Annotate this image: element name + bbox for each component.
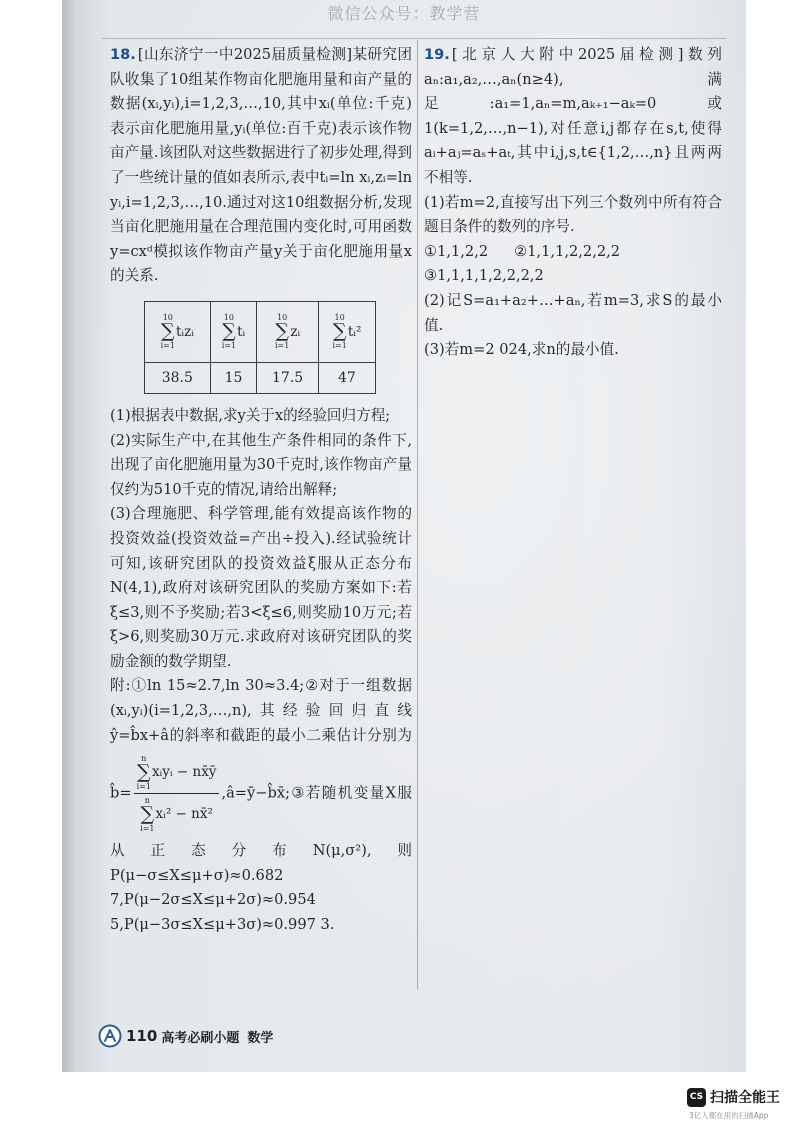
- book-title: 高考必刷小题: [161, 1030, 240, 1046]
- sum-upper-limit: 10: [334, 313, 345, 323]
- table-header-sum-t: [210, 301, 257, 362]
- sum-lower-limit: i=1: [332, 341, 347, 351]
- option-2: ②1,1,1,2,2,2,2: [514, 242, 621, 260]
- book-mascot-icon: [98, 1024, 122, 1048]
- sigma-glyph: ∑: [222, 320, 236, 343]
- sum-upper-limit: n: [144, 796, 150, 806]
- sum-upper-limit: n: [141, 754, 147, 764]
- camscanner-brand-row: [687, 1087, 793, 1107]
- option-1: ①1,1,2,2: [424, 242, 489, 260]
- appendix-text-after-fraction: ,â=ȳ−b̂x̄;③若随机变量X服从正态分布N(μ,σ²),则P(μ−σ≤X≤μ+σ)≈0.682 7,P(μ−2σ≤X≤μ+2σ)≈0.954 5,P(μ−3σ≤X≤μ+3σ)≈0.997 3.: [110, 784, 412, 934]
- table-value-row: [145, 362, 376, 393]
- scanned-page: [62, 0, 746, 1072]
- sigma-glyph: ∑: [140, 803, 155, 826]
- appendix-text-before-fraction: 附:①ln 15≈2.7,ln 30≈3.4;②对于一组数据(xᵢ,yᵢ)(i=1,2,3,…,n),其经验回归直线ŷ=b̂x+â的斜率和截距的最小二乘估计分别为b̂=: [110, 677, 412, 802]
- sum-lower-limit: i=1: [275, 341, 290, 351]
- fraction-numerator: [134, 754, 220, 794]
- sigma-glyph: ∑: [332, 320, 347, 343]
- problem-18-part-3: (3)合理施肥、科学管理,能有效提高该作物的投资效益(投资效益=产出÷投入).经试验统计可知,该研究团队的投资效益ξ服从正态分布N(4,1),政府对该研究团队的奖励方案如下:若ξ≤3,则不予奖励;若3<ξ≤6,则奖励10万元;若ξ>6,则奖励30万元.求政府对该研究团队的奖励金额的数学期望.: [110, 505, 412, 670]
- summation-symbol: [222, 313, 236, 350]
- table-cell: 38.5: [145, 362, 211, 393]
- problem-18-stem: [110, 43, 412, 289]
- sum-upper-limit: 10: [162, 313, 173, 323]
- sum-term: zᵢ: [290, 323, 301, 340]
- sum-lower-limit: i=1: [160, 341, 175, 351]
- sequence-options: [424, 264, 722, 289]
- subject-label: 数学: [247, 1030, 274, 1046]
- problem-19: [424, 43, 722, 363]
- table-header-sum-tz: [145, 301, 211, 362]
- summation-symbol: [275, 313, 289, 350]
- table-header-sum-z: [257, 301, 318, 362]
- sum-lower-limit: i=1: [221, 341, 237, 351]
- sum-upper-limit: 10: [223, 313, 234, 323]
- column-divider: [417, 40, 418, 990]
- numerator-term: xᵢyᵢ − nx̄ȳ: [151, 763, 217, 780]
- camscanner-app-name: 扫描全能王: [710, 1090, 780, 1106]
- problem-number: 19.: [424, 46, 450, 63]
- summation-symbol: [161, 313, 175, 350]
- problem-19-part-2: (2)记S=a₁+a₂+…+aₙ,若m=3,求S的最小值.: [424, 291, 722, 334]
- option-3: ③1,1,1,1,2,2,2,2: [424, 267, 544, 285]
- table-cell: 17.5: [257, 362, 318, 393]
- sum-term: tᵢ²: [347, 323, 362, 340]
- camscanner-logo-text: CS: [689, 1092, 704, 1102]
- sequence-options: [424, 240, 722, 265]
- sum-term: tᵢzᵢ: [175, 323, 194, 340]
- least-squares-slope-fraction: [134, 754, 220, 833]
- summation-symbol: [332, 313, 346, 350]
- sigma-glyph: ∑: [275, 320, 289, 343]
- problem-number: 18.: [110, 46, 136, 63]
- sum-upper-limit: 10: [277, 313, 288, 323]
- table-cell: 15: [210, 362, 257, 393]
- watermark: 微信公众号：教学营: [327, 4, 481, 23]
- camscanner-watermark: [687, 1087, 793, 1123]
- problem-19-part-1: (1)若m=2,直接写出下列三个数列中所有符合题目条件的数列的序号.: [424, 193, 722, 236]
- problem-19-part-3: (3)若m=2 024,求n的最小值.: [424, 341, 619, 359]
- problem-18-part-1: (1)根据表中数据,求y关于x的经验回归方程;: [110, 406, 391, 424]
- summation-symbol: [140, 796, 154, 833]
- problem-source: [北京人大附中2025届检测]: [451, 46, 684, 63]
- camscanner-tagline: 3亿人都在用的扫描App: [689, 1111, 769, 1120]
- top-rule: [102, 38, 726, 39]
- problem-stem-text: 数列aₙ:a₁,a₂,…,aₙ(n≥4),满足:a₁=1,aₙ=m,aₖ₊₁−aₖ=0或1(k=1,2,…,n−1),对任意i,j都存在s,t,使得aᵢ+aⱼ=aₛ+aₜ,其中i,j,s,t∈{1,2,…,n}且两两不相等.: [424, 46, 722, 186]
- page-footer: [98, 1023, 273, 1049]
- sum-lower-limit: i=1: [140, 824, 155, 834]
- denominator-term: xᵢ² − nx̄²: [155, 805, 213, 822]
- sigma-glyph: ∑: [161, 320, 175, 343]
- problem-18-part-2: (2)实际生产中,在其他生产条件相同的条件下,出现了亩化肥施用量为30千克时,该作物亩产量仅约为510千克的情况,请给出解释;: [110, 431, 412, 498]
- table-header-row: [145, 301, 376, 362]
- summation-symbol: [137, 754, 151, 791]
- page-number: 110: [126, 1027, 158, 1045]
- problem-18-appendix: [110, 674, 412, 937]
- problem-18: [110, 43, 412, 938]
- statistics-table: [144, 301, 376, 394]
- sum-lower-limit: i=1: [136, 782, 151, 792]
- table-header-sum-t-squared: [318, 301, 375, 362]
- sigma-glyph: ∑: [136, 761, 151, 784]
- problem-source: [山东济宁一中2025届质量检测]: [137, 46, 353, 63]
- camscanner-logo-icon: [687, 1088, 706, 1107]
- problem-stem-text: 某研究团队收集了10组某作物亩化肥施用量和亩产量的数据(xᵢ,yᵢ),i=1,2,3,…,10,其中xᵢ(单位:千克)表示亩化肥施用量,yᵢ(单位:百千克)表示该作物亩产量.该团队对这些数据进行了初步处理,得到了一些统计量的值如表所示,表中tᵢ=ln xᵢ,zᵢ=ln yᵢ,i=1,2,3,…,10.通过对这10组数据分析,发现当亩化肥施用量在合理范围内变化时,可用函数y=cxᵈ模拟该作物亩产量y关于亩化肥施用量x的关系.: [110, 46, 412, 285]
- fraction-denominator: [134, 794, 220, 833]
- table-cell: 47: [318, 362, 375, 393]
- sum-term: tᵢ: [237, 323, 246, 340]
- problem-19-stem: [424, 43, 722, 191]
